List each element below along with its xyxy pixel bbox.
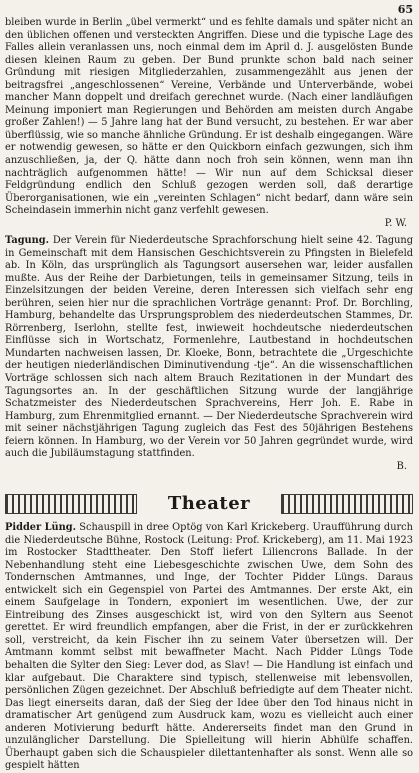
ornament-left-icon: [5, 494, 137, 514]
top-paragraph: bleiben wurde in Berlin „übel vermerkt“ und es fehlte damals und später nicht an den üblichen offenen und versteckten Angriffen. Diese und die typische Lage des Falles allein veranlassen uns, noch einmal dem im April d. J. ausgelösten Bunde diesen kleinen Raum zu geben. Der Bund prunkte schon bald nach seiner Gründung mit riesigen Mitgliederzahlen, zusammengezählt aus jenen der beitragsfrei „angeschlossenen“ Vereine, Verbände und Unterverbände, wobei mancher Mann doppelt und dreifach gerechnet wurde. (Nach einer landläufigen Meinung imponiert man Regierungen und Behörden am meisten durch Angabe großer Zahlen!) — 5 Jahre lang hat der Bund versucht, zu bestehen. Er war aber überflüssig, wie so manche ähnliche Gründung. Er ist deshalb eingegangen. Wäre er notwendig gewesen, so hätte er den Quickborn einfach gezwungen, sich ihm anzuschließen, ja, der Q. hätte dann noch froh sein können, wenn man ihn nachträglich aufgenommen hätte! — Wir nun auf dem Schicksal dieser Feldgründung endlich den Schluß gezogen werden soll, daß derartige Überorganisationen, wie ein „vereinten Schlagen“ nicht bedarf, dann wäre sein Scheindasein immerhin nicht ganz verfehlt gewesen.: [5, 17, 413, 217]
tagung-lead: Tagung.: [5, 235, 50, 246]
top-article: [5, 17, 413, 230]
tagung-paragraph: [5, 235, 413, 461]
top-signature: P. W.: [384, 217, 407, 229]
page-number: 65: [397, 3, 413, 16]
tagung-article: [5, 235, 413, 473]
review-lead: Pidder Lüng.: [5, 522, 77, 533]
section-heading: Theater: [167, 492, 251, 514]
tagung-signature: B.: [396, 460, 407, 472]
review-text: Schauspill in dree Optög von Karl Krickeberg. Uraufführung durch die Niederdeutsche Bühne, Rostock (Leitung: Prof. Krickeberg), am 11. Mai 1923 im Rostocker Stadttheater. Den Stoff liefert Liliencrons Ballade. In der Nebenhandlung steht eine Liebesgeschichte zwischen Uwe, dem Sohn des Tondernschen Amtmannes, und Inge, der Tochter Pidder Lüngs. Daraus entwickelt sich ein Gegenspiel von Partei des Amtmannes. Der erste Akt, ein einem Saufgelage in Tondern, exponiert im wesentlichen. Uwe, der zur Eintreibung des Zinses ausgeschickt ist, wird von den Syltern aus Seenot gerettet. Er wird freundlich empfangen, aber die Frist, in der er zurückkehren soll, verstreicht, da kein Fischer ihn zu seinem Vater übersetzen will. Der Amtmann kommt selbst mit bewaffneter Macht. Nach Pidder Lüngs Tode behalten die Sylter den Sieg: Lever dod, as Slav! — Die Handlung ist einfach und klar aufgebaut. Die Charaktere sind typisch, stellenweise mit lebensvollen, persönlichen Zügen gezeichnet. Der Abschluß befriedigte auf dem Theater nicht. Das liegt einerseits daran, daß der Sieg der Idee über den Tod hinaus nicht in dramatischer Art genügend zum Ausdruck kam, wozu es vielleicht auch einer anderen Motivierung bedurft hätte. Andererseits findet man den Grund in unzulänglicher Darstellung. Die Spielleitung will hierin Abhülfe schaffen. Überhaupt gaben sich die Schauspieler dilettantenhafter als sonst. Wenn alle so gespielt hätten: [5, 522, 413, 772]
tagung-text: Der Verein für Niederdeutsche Sprachforschung hielt seine 42. Tagung in Gemeinschaft mit dem Hansischen Geschichtsverein zu Pfingsten in Bielefeld ab. In Köln, das ursprünglich als Tagungsort ausersehen war, leider ausfallen mußte. Aus der Reihe der Darbietungen, teils in gemeinsamer Sitzung, teils in Einzelsitzungen der beiden Vereine, deren Interessen sich vielfach sehr eng berühren, seien hier nur die sprachlichen Vorträge genannt: Prof. Dr. Borchling, Hamburg, behandelte das Ursprungsproblem des niederdeutschen Stammes, Dr. Rörrenberg, Iserlohn, stellte fest, inwieweit hochdeutsche niederdeutschen Einflüsse sich in Wortschatz, Formenlehre, Lautbestand in hochdeutschen Mundarten nachweisen lassen, Dr. Kloeke, Bonn, betrachtete die „Urgeschichte der heutigen niederländischen Diminutivendung -tje“. An die wissenschaftlichen Vorträge schlossen sich nach altem Brauch Rezitationen in der Mundart des Tagungsortes an. In der geschäftlichen Sitzung wurde der langjährige Schatzmeister des Niederdeutschen Sprachvereins, Herr Joh. E. Rabe in Hamburg, zum Ehrenmitglied ernannt. — Der Niederdeutsche Sprachverein wird mit seiner nächstjährigen Tagung zugleich das Fest des 50jährigen Bestehens feiern können. In Hamburg, wo der Verein vor 50 Jahren gegründet wurde, wird auch die Jubiläumstagung stattfinden.: [5, 235, 413, 460]
review-paragraph: [5, 522, 413, 773]
theater-review: [5, 522, 413, 773]
theater-section-header: [5, 491, 413, 517]
ornament-right-icon: [281, 494, 413, 514]
